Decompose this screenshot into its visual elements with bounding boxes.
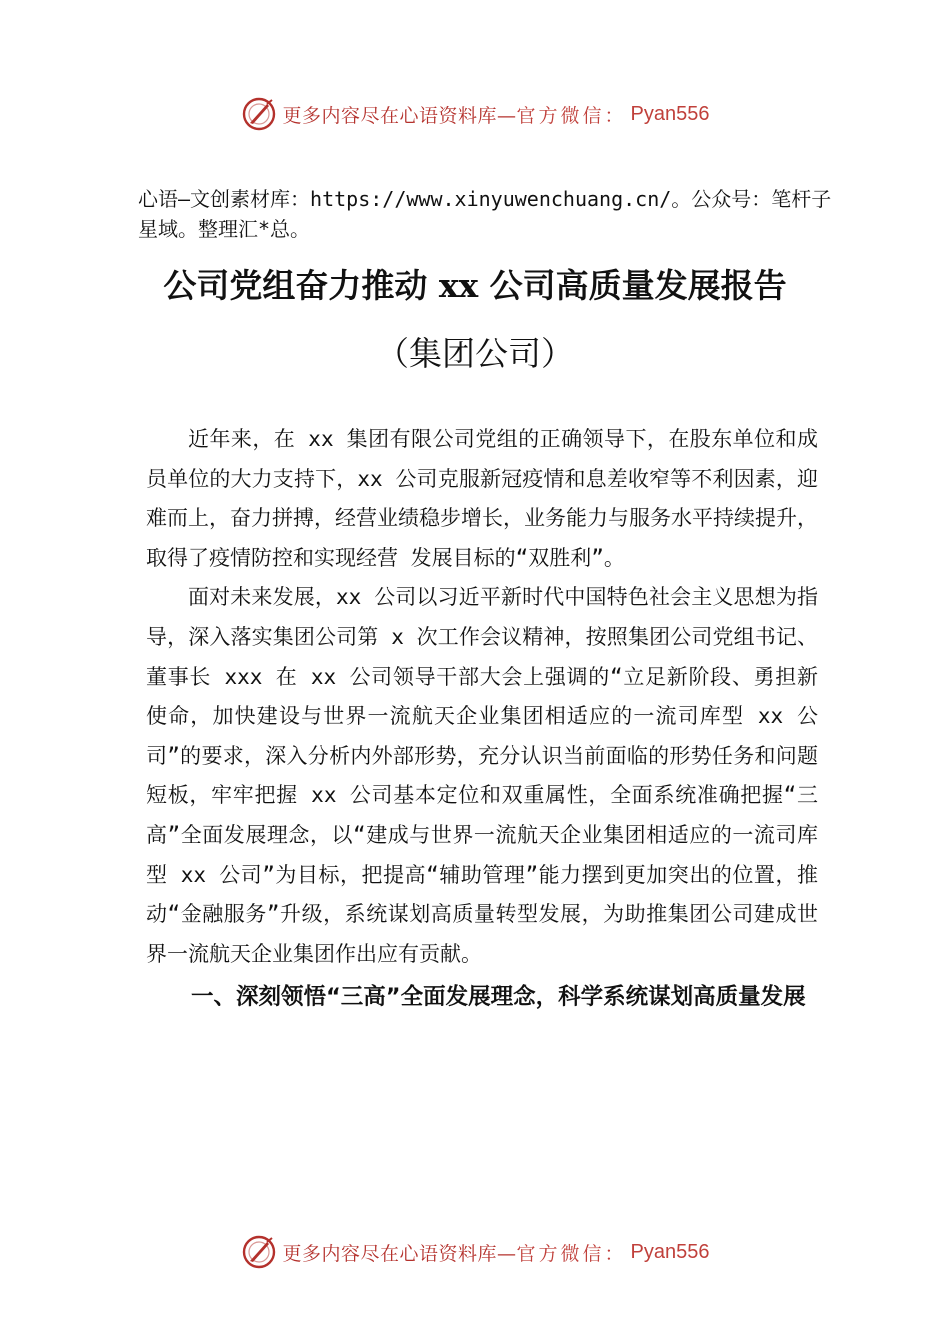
document-title: 公司党组奋力推动 xx 公司高质量发展报告 — [163, 266, 787, 305]
paragraph: 面对未来发展，xx 公司以习近平新时代中国特色社会主义思想为指导，深入落实集团公司第 x 次工作会议精神，按照集团公司党组书记、董事长 xxx 在 xx 公司领导干部大会上强调的“立足新阶段、勇担新使命，加快建设与世界一流航天企业集团相适应的一流司库型 xx 公司”的要求，深入分析内外部形势，充分认识当前面临的形势任务和问题短板，牢牢把握 xx 公司基本定位和双重属性，全面系统准确把握“三高”全面发展理念，以“建成与世界一流航天企业集团相适应的一流司库型 xx 公司”为目标，把提高“辅助管理”能力摆到更加突出的位置，推动“金融服务”升级，系统谋划高质量转型发展，为助推集团公司建成世界一流航天企业集团作出应有贡献。 — [146, 585, 818, 966]
footer-banner — [0, 1230, 950, 1274]
header-banner — [0, 92, 950, 136]
document-subtitle: （集团公司） — [376, 334, 574, 373]
wechat-id: Pyan556 — [630, 102, 710, 125]
document-body — [146, 420, 818, 1018]
quill-logo-icon — [241, 96, 277, 132]
paragraph: 近年来，在 xx 集团有限公司党组的正确领导下，在股东单位和成员单位的大力支持下，xx 公司克服新冠疫情和息差收窄等不利因素，迎难而上，奋力拼搏，经营业绩稳步增长，业务能力与服务水平持续提升，取得了疫情防控和实现经营 发展目标的“双胜利”。 — [146, 427, 818, 570]
quill-logo-icon — [241, 1234, 277, 1270]
source-note: 心语—文创素材库：https://www.xinyuwenchuang.cn/。公众号：笔杆子星域。整理汇*总。 — [138, 187, 832, 241]
wechat-label: 官方微信： — [516, 104, 627, 127]
banner-text: 更多内容尽在心语资料库— — [282, 1242, 517, 1265]
wechat-id: Pyan556 — [630, 1240, 710, 1263]
section-heading: 一、深刻领悟“三高”全面发展理念，科学系统谋划高质量发展 — [191, 984, 806, 1011]
wechat-label: 官方微信： — [516, 1242, 627, 1265]
banner-text: 更多内容尽在心语资料库— — [282, 104, 517, 127]
